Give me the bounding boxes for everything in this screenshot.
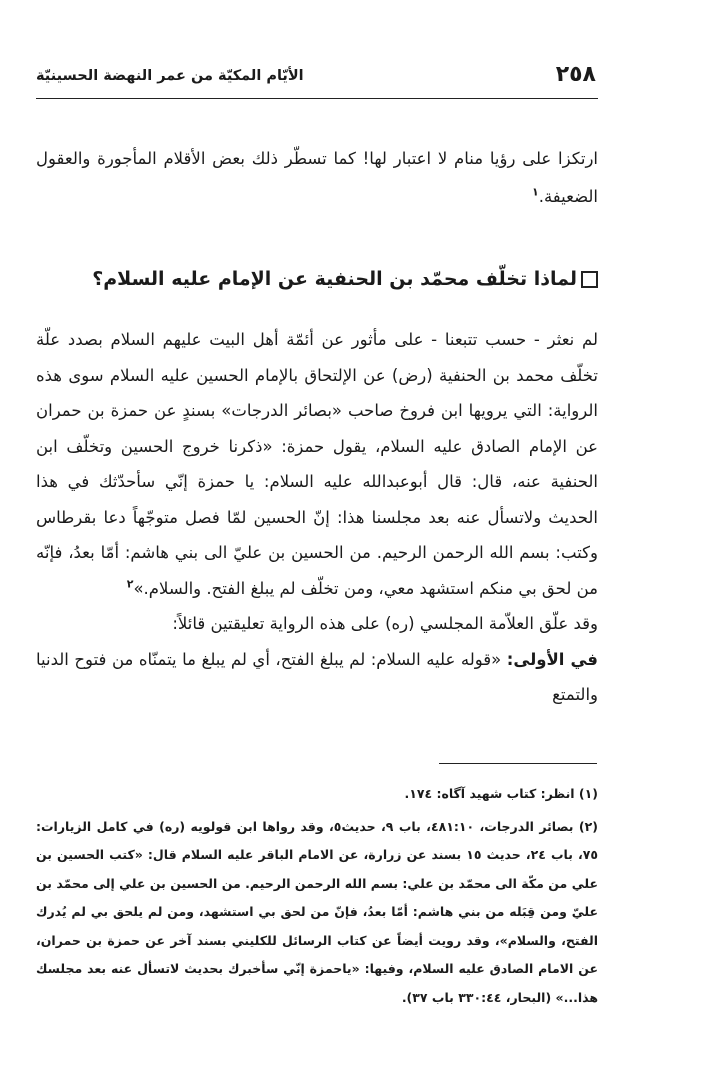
footnote-divider xyxy=(439,763,597,764)
page-number: ٢٥٨ xyxy=(555,62,596,87)
paragraph-1: لم نعثر - حسب تتبعنا - على مأثور عن أئمّة أهل البيت عليهم السلام بصدد علّة تخلّف محمد بن الحنفية (رض) عن الإلتحاق بالإمام الحسين عليه السلام سوى هذه الرواية: التي يرويها ابن فروخ صاحب «بصائر الدرجات» بسندٍ عن حمزة بن حمران عن الإمام الصادق عليه السلام، يقول حمزة: «ذكرنا خروج الحسين وتخلّف ابن الحنفية عنه، قال: قال أبوعبدالله عليه السلام: يا حمزة إنّي سأحدّثك في هذا الحديث ولاتسأل عنه بعد مجلسنا هذا: إنّ الحسين لمّا فصل متوجّهاً دعا بقرطاس وكتب: بسم الله الرحمن الرحيم. من الحسين بن عليّ الى بني هاشم: أمّا بعدُ، فإنّه من لحق بي منكم استشهد معي، ومن تخلّف لم يبلغ الفتح. والسلام.»$^٢$ xyxy=(36,330,598,598)
header-divider xyxy=(36,98,598,99)
intro-paragraph xyxy=(36,140,598,216)
paragraph-3-lead: في الأولى: xyxy=(506,649,598,669)
intro-text: ارتكزا على رؤيا منام لا اعتبار لها! كما تسطّر ذلك بعض الأقلام المأجورة والعقول الضعيفة. xyxy=(36,149,598,206)
heading-square-icon xyxy=(581,271,598,288)
paragraph-2: وقد علّق العلاّمة المجلسي (ره) على هذه الرواية تعليقتين قائلاً: xyxy=(172,614,598,633)
footnote-ref-1: ١ xyxy=(531,185,539,199)
page-header xyxy=(36,62,596,96)
footnotes xyxy=(36,780,598,1016)
section-heading xyxy=(36,268,598,290)
paragraph-3 xyxy=(36,642,598,713)
footnote-2: (٢) بصائر الدرجات، ٤٨١:١٠، باب ٩، حديث٥، وقد رواها ابن قولويه (ره) في كامل الزيارات: ٧٥، باب ٢٤، حديث ١٥ بسند عن زرارة، عن الامام الباقر عليه السلام قال: «كتب الحسين بن علي من مكّة الى محمّد بن علي: بسم الله الرحمن الرحيم. من الحسين بن علي إلى محمّد بن عليّ ومن قِبَله من بني هاشم: أمّا بعدُ، فإنّ من لحق بي استشهد، ومن لم يلحق بي لم يُدرك الفتح، والسلام»، وقد رويت أيضاً عن كتاب الرسائل للكليني بسند آخر عن حمزة بن حمران، عن الامام الصادق عليه السلام، وفيها: «ياحمزة إنّي سأخبرك بحديث لاتسأل عنه بعد مجلسك هذا...» (البحار، ٣٣٠:٤٤ باب ٣٧). xyxy=(36,818,598,1005)
paragraph-3-text: «قوله عليه السلام: لم يبلغ الفتح، أي لم يبلغ ما يتمنّاه من فتوح الدنيا والتمتع xyxy=(36,649,598,704)
running-title: الأيّام المكيّة من عمر النهضة الحسينيّة xyxy=(36,68,304,84)
footnote-1: (١) انظر: كتاب شهيد آگاه: ١٧٤. xyxy=(404,786,598,801)
footnote-ref-2: ٢ xyxy=(126,577,134,590)
main-text xyxy=(36,322,598,713)
section-heading-text: لماذا تخلّف محمّد بن الحنفية عن الإمام عليه السلام؟ xyxy=(92,268,577,290)
